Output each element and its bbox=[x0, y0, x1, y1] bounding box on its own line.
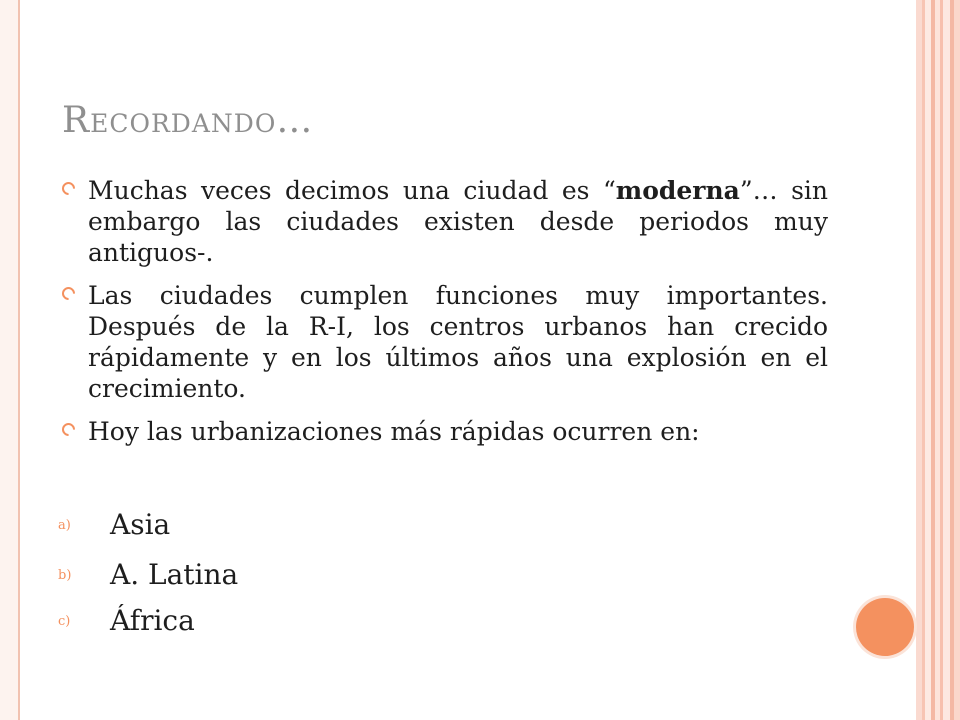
bullet-item bbox=[62, 416, 828, 447]
bullet-icon bbox=[59, 420, 77, 438]
bullet-text bbox=[88, 175, 828, 268]
list-marker: b) bbox=[58, 568, 72, 583]
right-stripes bbox=[916, 0, 960, 720]
slide-title: Recordando… bbox=[62, 100, 314, 141]
bullet-text-part: ”… sin embargo las ciudades existen desde periodos muy antiguos-. bbox=[88, 176, 828, 267]
ordered-list bbox=[58, 508, 458, 648]
list-item-text: África bbox=[110, 604, 195, 637]
bullet-item bbox=[62, 280, 828, 404]
bullet-text: Hoy las urbanizaciones más rápidas ocurren en: bbox=[88, 417, 700, 446]
bullet-icon bbox=[59, 284, 77, 302]
bullet-icon bbox=[59, 179, 77, 197]
bold-word: moderna bbox=[615, 176, 740, 205]
decorative-circle bbox=[856, 598, 914, 656]
list-item-text: A. Latina bbox=[110, 558, 239, 591]
list-marker: a) bbox=[58, 518, 71, 533]
bullet-text-part: Muchas veces decimos una ciudad es “ bbox=[88, 176, 616, 205]
list-item-text: Asia bbox=[110, 508, 171, 541]
list-marker: c) bbox=[58, 614, 71, 629]
bullet-text: Las ciudades cumplen funciones muy importantes. Después de la R-I, los centros urbanos han crecido rápidamente y en los últimos años una explosión en el crecimiento. bbox=[88, 281, 828, 403]
left-border bbox=[0, 0, 20, 720]
slide-content bbox=[62, 175, 828, 459]
bullet-item bbox=[62, 175, 828, 268]
